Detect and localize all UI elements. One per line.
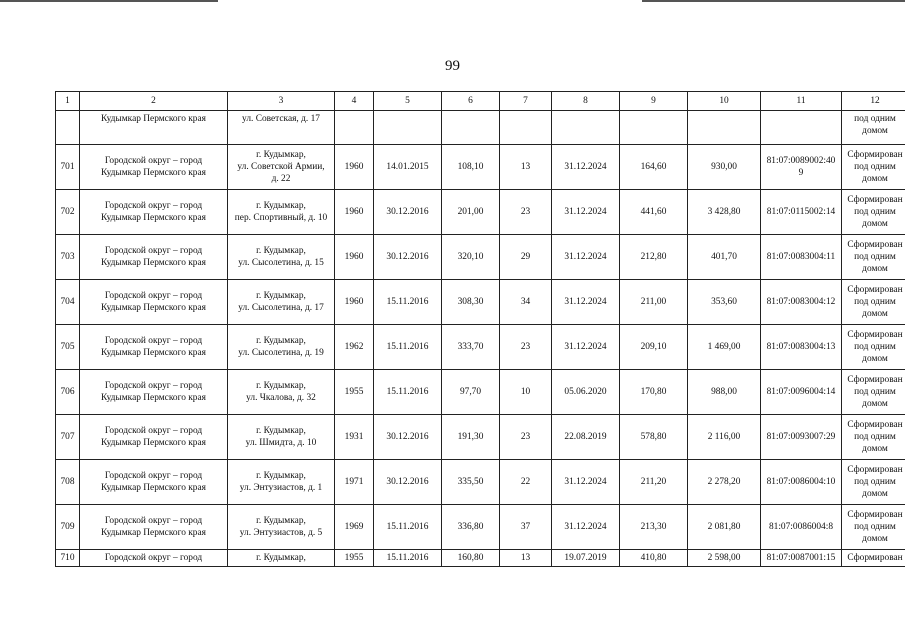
row-number: 707	[56, 415, 80, 460]
column-header: 2	[80, 92, 228, 111]
residents-cell: 13	[500, 145, 552, 190]
address-cell	[228, 370, 335, 415]
cadastral-cell-line: 81:07:0083004:13	[766, 342, 836, 352]
municipality-cell-line: Городской округ – город	[104, 156, 203, 166]
status-cell	[842, 550, 905, 567]
cadastral-cell-line: 9	[798, 168, 804, 178]
municipality-cell-line: Кудымкар Пермского края	[101, 168, 206, 178]
address-cell-line: г. Кудымкар,	[256, 471, 306, 481]
scan-top-edge-left	[0, 0, 218, 2]
address-cell-line: г. Кудымкар,	[256, 336, 306, 346]
residents-cell: 10	[500, 370, 552, 415]
table-row	[56, 190, 905, 235]
status-cell	[842, 235, 905, 280]
year-cell: 1955	[335, 370, 374, 415]
municipality-cell	[80, 415, 228, 460]
residents-cell: 23	[500, 190, 552, 235]
area-cell: 212,80	[620, 235, 688, 280]
amount-cell: 2 278,20	[688, 460, 761, 505]
date-cell: 15.11.2016	[374, 505, 442, 550]
date-cell: 31.12.2024	[552, 325, 620, 370]
cadastral-cell-line: 81:07:0093007:29	[766, 432, 836, 442]
status-cell-line: домом	[862, 399, 888, 409]
row-number: 703	[56, 235, 80, 280]
cadastral-cell	[761, 280, 842, 325]
address-cell-line: ул. Энтузиастов, д. 1	[239, 483, 323, 493]
municipality-cell	[80, 325, 228, 370]
status-cell-line: под одним	[854, 207, 896, 217]
residents-cell: 37	[500, 505, 552, 550]
residents-cell: 29	[500, 235, 552, 280]
table-row	[56, 370, 905, 415]
area-cell: 108,10	[442, 145, 500, 190]
column-header: 4	[335, 92, 374, 111]
table-body	[56, 92, 905, 567]
address-cell-line: г. Кудымкар,	[256, 246, 306, 256]
municipality-cell: Кудымкар Пермского края	[80, 111, 228, 145]
cadastral-cell	[761, 325, 842, 370]
row-number: 701	[56, 145, 80, 190]
year-cell: 1962	[335, 325, 374, 370]
area-cell: 441,60	[620, 190, 688, 235]
cadastral-cell	[761, 235, 842, 280]
municipality-cell-line: Городской округ – город	[104, 553, 203, 563]
cadastral-cell-line: 81:07:0083004:12	[766, 297, 836, 307]
amount-cell: 1 469,00	[688, 325, 761, 370]
status-cell-line: Сформирован	[847, 465, 903, 475]
address-cell-line: г. Кудымкар,	[256, 516, 306, 526]
status-cell-line: домом	[862, 309, 888, 319]
status-cell-line: под одним	[854, 162, 896, 172]
date-cell: 31.12.2024	[552, 235, 620, 280]
address-cell-line: ул. Шмидта, д. 10	[245, 438, 317, 448]
municipality-cell-line: Кудымкар Пермского края	[101, 258, 206, 268]
municipality-cell-line: Городской округ – город	[104, 426, 203, 436]
date-cell: 31.12.2024	[552, 145, 620, 190]
date-cell: 30.12.2016	[374, 415, 442, 460]
address-cell	[228, 550, 335, 567]
municipality-cell-line: Кудымкар Пермского края	[101, 303, 206, 313]
status-cell	[842, 190, 905, 235]
status-cell-line: домом	[862, 174, 888, 184]
date-cell	[552, 111, 620, 145]
table-row	[56, 235, 905, 280]
area-cell	[620, 111, 688, 145]
address-cell-line: ул. Энтузиастов, д. 5	[239, 528, 323, 538]
address-cell-line: пер. Спортивный, д. 10	[234, 213, 328, 223]
status-cell-line: под одним	[854, 252, 896, 262]
address-cell-line: ул. Советской Армии,	[237, 162, 325, 172]
municipality-cell-line: Кудымкар Пермского края	[101, 483, 206, 493]
status-cell	[842, 145, 905, 190]
year-cell: 1960	[335, 190, 374, 235]
area-cell: 201,00	[442, 190, 500, 235]
column-header: 5	[374, 92, 442, 111]
cadastral-cell	[761, 505, 842, 550]
row-number: 705	[56, 325, 80, 370]
table-row	[56, 415, 905, 460]
date-cell: 31.12.2024	[552, 505, 620, 550]
amount-cell: 353,60	[688, 280, 761, 325]
table-row	[56, 505, 905, 550]
year-cell: 1960	[335, 235, 374, 280]
municipality-cell	[80, 550, 228, 567]
address-cell	[228, 505, 335, 550]
continuation-row	[56, 111, 905, 145]
amount-cell	[688, 111, 761, 145]
status-cell-line: домом	[862, 444, 888, 454]
date-cell: 30.12.2016	[374, 235, 442, 280]
area-cell: 211,20	[620, 460, 688, 505]
year-cell	[335, 111, 374, 145]
municipality-cell-line: Кудымкар Пермского края	[101, 528, 206, 538]
cadastral-cell-line: 81:07:0083004:11	[766, 252, 836, 262]
address-cell-line: ул. Сысолетина, д. 15	[238, 258, 324, 268]
status-cell-line: домом	[862, 264, 888, 274]
amount-cell: 2 116,00	[688, 415, 761, 460]
area-cell: 97,70	[442, 370, 500, 415]
date-cell: 15.11.2016	[374, 370, 442, 415]
column-header: 12	[842, 92, 905, 111]
area-cell: 211,00	[620, 280, 688, 325]
municipality-cell-line: Кудымкар Пермского края	[101, 348, 206, 358]
row-number: 708	[56, 460, 80, 505]
status-cell-line: Сформирован	[847, 510, 903, 520]
area-cell: 213,30	[620, 505, 688, 550]
status-cell-line: Сформирован	[847, 195, 903, 205]
year-cell: 1960	[335, 280, 374, 325]
status-cell-line: Сформирован	[847, 150, 903, 160]
municipality-cell-line: Городской округ – город	[104, 336, 203, 346]
status-cell	[842, 460, 905, 505]
area-cell: 336,80	[442, 505, 500, 550]
area-cell: 320,10	[442, 235, 500, 280]
date-cell: 05.06.2020	[552, 370, 620, 415]
address-cell	[228, 145, 335, 190]
cadastral-cell	[761, 415, 842, 460]
area-cell: 209,10	[620, 325, 688, 370]
municipality-cell-line: Городской округ – город	[104, 381, 203, 391]
municipality-cell	[80, 190, 228, 235]
status-cell-line: Сформирован	[847, 240, 903, 250]
scan-top-edge-right	[642, 0, 905, 2]
table-row	[56, 325, 905, 370]
area-cell: 170,80	[620, 370, 688, 415]
date-cell	[374, 111, 442, 145]
date-cell: 15.11.2016	[374, 325, 442, 370]
year-cell: 1955	[335, 550, 374, 567]
address-cell-line: ул. Сысолетина, д. 19	[238, 348, 324, 358]
date-cell: 22.08.2019	[552, 415, 620, 460]
municipality-cell-line: Городской округ – город	[104, 246, 203, 256]
date-cell: 15.11.2016	[374, 550, 442, 567]
cadastral-cell	[761, 460, 842, 505]
year-cell: 1960	[335, 145, 374, 190]
cadastral-cell	[761, 145, 842, 190]
status-cell-line: домом	[862, 534, 888, 544]
status-cell-line: под одним	[854, 432, 896, 442]
status-cell-line: домом	[862, 489, 888, 499]
residents-cell	[500, 111, 552, 145]
address-cell-line: г. Кудымкар,	[256, 201, 306, 211]
status-cell-line: Сформирован	[847, 285, 903, 295]
cadastral-cell	[761, 190, 842, 235]
address-cell-line: д. 22	[271, 174, 291, 184]
address-cell-line: ул. Сысолетина, д. 17	[238, 303, 324, 313]
column-header: 10	[688, 92, 761, 111]
municipality-cell-line: Кудымкар Пермского края	[101, 213, 206, 223]
status-cell-line: домом	[862, 219, 888, 229]
address-cell-line: г. Кудымкар,	[256, 291, 306, 301]
address-cell	[228, 460, 335, 505]
table-row	[56, 550, 905, 567]
area-cell: 160,80	[442, 550, 500, 567]
municipality-cell	[80, 505, 228, 550]
row-number	[56, 111, 80, 145]
municipality-cell	[80, 145, 228, 190]
column-header: 8	[552, 92, 620, 111]
area-cell: 333,70	[442, 325, 500, 370]
address-cell	[228, 280, 335, 325]
residents-cell: 23	[500, 325, 552, 370]
area-cell: 410,80	[620, 550, 688, 567]
status-cell: под одним домом	[842, 111, 905, 145]
column-header: 9	[620, 92, 688, 111]
status-cell	[842, 325, 905, 370]
table-row	[56, 460, 905, 505]
row-number: 706	[56, 370, 80, 415]
status-cell	[842, 370, 905, 415]
address-cell-line: г. Кудымкар,	[256, 150, 306, 160]
cadastral-cell-line: 81:07:0115002:14	[766, 207, 836, 217]
year-cell: 1971	[335, 460, 374, 505]
date-cell: 31.12.2024	[552, 280, 620, 325]
municipality-cell	[80, 370, 228, 415]
municipality-cell	[80, 460, 228, 505]
address-cell-line: г. Кудымкар,	[256, 381, 306, 391]
amount-cell: 2 081,80	[688, 505, 761, 550]
row-number: 704	[56, 280, 80, 325]
cadastral-cell-line: 81:07:0096004:14	[766, 387, 836, 397]
amount-cell: 2 598,00	[688, 550, 761, 567]
residents-cell: 23	[500, 415, 552, 460]
residents-cell: 22	[500, 460, 552, 505]
status-cell-line: под одним	[854, 387, 896, 397]
municipality-cell-line: Кудымкар Пермского края	[101, 438, 206, 448]
address-cell	[228, 415, 335, 460]
year-cell: 1969	[335, 505, 374, 550]
status-cell	[842, 505, 905, 550]
amount-cell: 401,70	[688, 235, 761, 280]
status-cell-line: под одним	[854, 297, 896, 307]
address-cell-line: г. Кудымкар,	[256, 426, 306, 436]
column-header: 6	[442, 92, 500, 111]
date-cell: 31.12.2024	[552, 460, 620, 505]
municipality-cell-line: Городской округ – город	[104, 291, 203, 301]
address-cell-line: ул. Чкалова, д. 32	[246, 393, 316, 403]
cadastral-cell	[761, 550, 842, 567]
status-cell-line: под одним	[854, 477, 896, 487]
status-cell-line: Сформирован	[847, 330, 903, 340]
amount-cell: 988,00	[688, 370, 761, 415]
status-cell	[842, 280, 905, 325]
column-header: 1	[56, 92, 80, 111]
cadastral-cell-line: 81:07:0087001:15	[766, 553, 836, 563]
table-row	[56, 145, 905, 190]
area-cell: 335,50	[442, 460, 500, 505]
municipality-cell	[80, 280, 228, 325]
municipality-cell-line: Кудымкар Пермского края	[101, 393, 206, 403]
cadastral-cell-line: 81:07:0089002:40	[766, 156, 836, 166]
cadastral-cell	[761, 111, 842, 145]
status-cell-line: Сформирован	[847, 375, 903, 385]
municipality-cell-line: Городской округ – город	[104, 201, 203, 211]
column-header: 11	[761, 92, 842, 111]
year-cell: 1931	[335, 415, 374, 460]
row-number: 702	[56, 190, 80, 235]
date-cell: 30.12.2016	[374, 460, 442, 505]
area-cell: 578,80	[620, 415, 688, 460]
date-cell: 31.12.2024	[552, 190, 620, 235]
cadastral-cell-line: 81:07:0086004:10	[766, 477, 836, 487]
row-number: 709	[56, 505, 80, 550]
table-row	[56, 280, 905, 325]
header-row	[56, 92, 905, 111]
row-number: 710	[56, 550, 80, 567]
amount-cell: 930,00	[688, 145, 761, 190]
address-cell: ул. Советская, д. 17	[228, 111, 335, 145]
date-cell: 14.01.2015	[374, 145, 442, 190]
date-cell: 15.11.2016	[374, 280, 442, 325]
area-cell	[442, 111, 500, 145]
status-cell-line: под одним	[854, 522, 896, 532]
address-cell	[228, 325, 335, 370]
status-cell	[842, 415, 905, 460]
residents-cell: 34	[500, 280, 552, 325]
amount-cell: 3 428,80	[688, 190, 761, 235]
municipality-cell-line: Городской округ – город	[104, 471, 203, 481]
municipality-cell	[80, 235, 228, 280]
residents-cell: 13	[500, 550, 552, 567]
status-cell-line: Сформирован	[847, 553, 903, 563]
municipality-cell-line: Городской округ – город	[104, 516, 203, 526]
page-number: 99	[445, 58, 460, 74]
column-header: 3	[228, 92, 335, 111]
area-cell: 164,60	[620, 145, 688, 190]
date-cell: 30.12.2016	[374, 190, 442, 235]
status-cell-line: под одним	[854, 342, 896, 352]
cadastral-cell-line: 81:07:0086004:8	[768, 522, 834, 532]
address-cell	[228, 235, 335, 280]
cadastral-cell	[761, 370, 842, 415]
status-cell-line: домом	[862, 354, 888, 364]
status-cell-line: Сформирован	[847, 420, 903, 430]
area-cell: 308,30	[442, 280, 500, 325]
date-cell: 19.07.2019	[552, 550, 620, 567]
address-cell	[228, 190, 335, 235]
column-header: 7	[500, 92, 552, 111]
area-cell: 191,30	[442, 415, 500, 460]
register-table	[55, 91, 905, 567]
address-cell-line: г. Кудымкар,	[256, 553, 306, 563]
